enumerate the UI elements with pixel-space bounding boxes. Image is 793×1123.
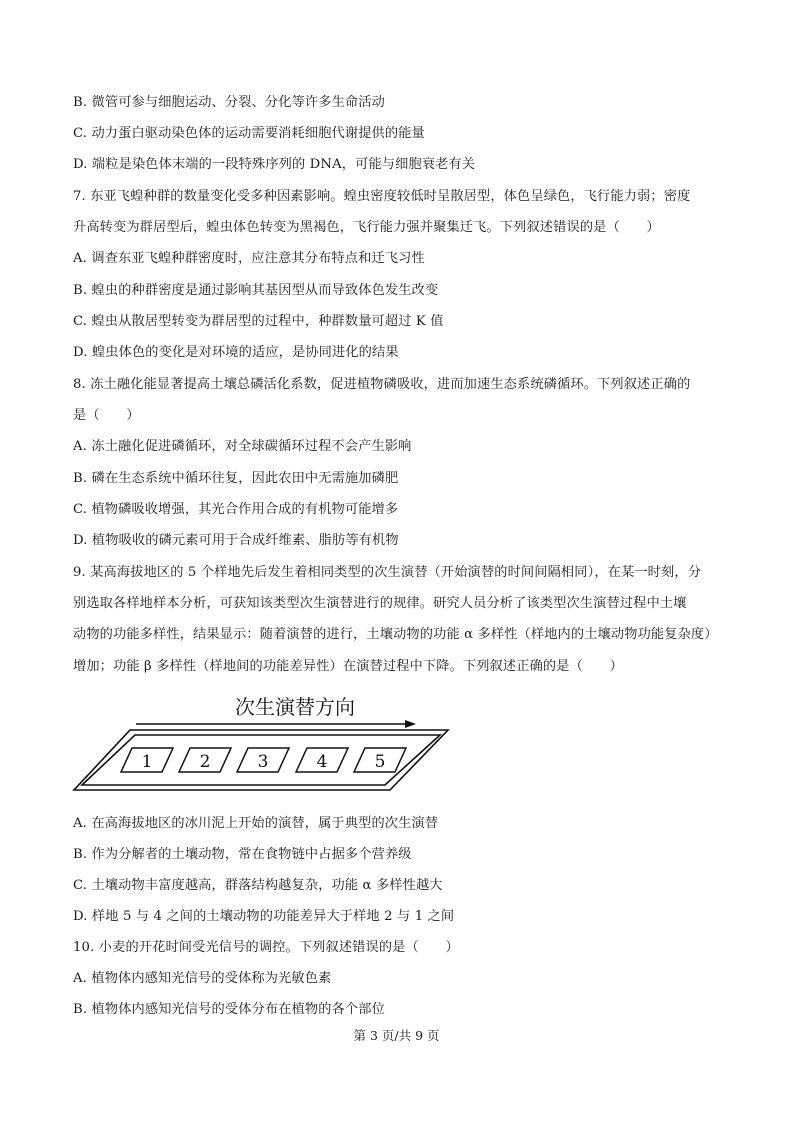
plot-1-label: 1 [141,752,153,772]
option-8c: C. 植物磷吸收增强，其光合作用合成的有机物可能增多 [73,502,399,517]
option-7d: D. 蝗虫体色的变化是对环境的适应，是协同进化的结果 [73,345,399,360]
option-8a: A. 冻土融化促进磷循环，对全球碳循环过程不会产生影响 [73,439,412,454]
option-7c: C. 蝗虫从散居型转变为群居型的过程中，种群数量可超过 K 值 [73,314,444,329]
option-6d: D. 端粒是染色体末端的一段特殊序列的 DNA，可能与细胞衰老有关 [73,157,476,172]
option-9d: D. 样地 5 与 4 之间的土壤动物的功能差异大于样地 2 与 1 之间 [73,909,455,924]
plot-1 [121,748,173,772]
question-9-line-4: 增加；功能 β 多样性（样地间的功能差异性）在演替过程中下降。下列叙述正确的是（ ） [73,659,623,674]
question-8-line-1: 8. 冻土融化能显著提高土壤总磷活化系数，促进植物磷吸收，进而加速生态系统磷循环。下列叙述正确的 [73,377,691,392]
option-7b: B. 蝗虫的种群密度是通过影响其基因型从而导致体色发生改变 [73,283,439,298]
direction-arrowhead [405,720,416,728]
option-10a: A. 植物体内感知光信号的受体称为光敏色素 [73,971,332,986]
option-10b: B. 植物体内感知光信号的受体分布在植物的各个部位 [73,1002,385,1017]
succession-diagram [70,690,450,800]
plot-3 [237,748,289,772]
plot-5-label: 5 [374,752,386,772]
diagram-title: 次生演替方向 [235,695,355,719]
option-9c: C. 土壤动物丰富度越高，群落结构越复杂，功能 α 多样性越大 [73,878,443,893]
question-10: 10. 小麦的开花时间受光信号的调控。下列叙述错误的是（ ） [73,940,459,955]
plot-2 [179,748,231,772]
option-6b: B. 微管可参与细胞运动、分裂、分化等许多生命活动 [73,95,385,110]
question-8-line-2: 是（ ） [73,408,140,423]
option-6c: C. 动力蛋白驱动染色体的运动需要消耗细胞代谢提供的能量 [73,126,425,141]
plot-4-label: 4 [316,752,328,772]
plot-2-label: 2 [199,752,211,772]
option-8d: D. 植物吸收的磷元素可用于合成纤维素、脂肪等有机物 [73,533,399,548]
option-9a: A. 在高海拔地区的冰川泥上开始的演替，属于典型的次生演替 [73,816,439,831]
question-9-line-3: 动物的功能多样性，结果显示：随着演替的进行，土壤动物的功能 α 多样性（样地内的土壤动物功能复杂度） [73,627,718,642]
plot-4 [296,748,348,772]
question-7-line-2: 升高转变为群居型后，蝗虫体色转变为黑褐色，飞行能力强并聚集迁飞。下列叙述错误的是（ ） [73,220,660,235]
plot-5 [354,748,406,772]
question-9-line-1: 9. 某高海拔地区的 5 个样地先后发生着相同类型的次生演替（开始演替的时间间隔相同），在某一时刻，分 [73,565,702,580]
question-9-line-2: 别选取各样地样本分析，可获知该类型次生演替进行的规律。研究人员分析了该类型次生演替过程中土壤 [73,596,687,611]
option-9b: B. 作为分解者的土壤动物，常在食物链中占据多个营养级 [73,847,412,862]
question-7-line-1: 7. 东亚飞蝗种群的数量变化受多种因素影响。蝗虫密度较低时呈散居型，体色呈绿色，飞行能力弱；密度 [73,189,691,204]
option-8b: B. 磷在生态系统中循环往复，因此农田中无需施加磷肥 [73,471,399,486]
plot-3-label: 3 [257,752,269,772]
option-7a: A. 调查东亚飞蝗种群密度时，应注意其分布特点和迁飞习性 [73,251,425,266]
page-footer: 第 3 页/共 9 页 [353,1028,440,1043]
